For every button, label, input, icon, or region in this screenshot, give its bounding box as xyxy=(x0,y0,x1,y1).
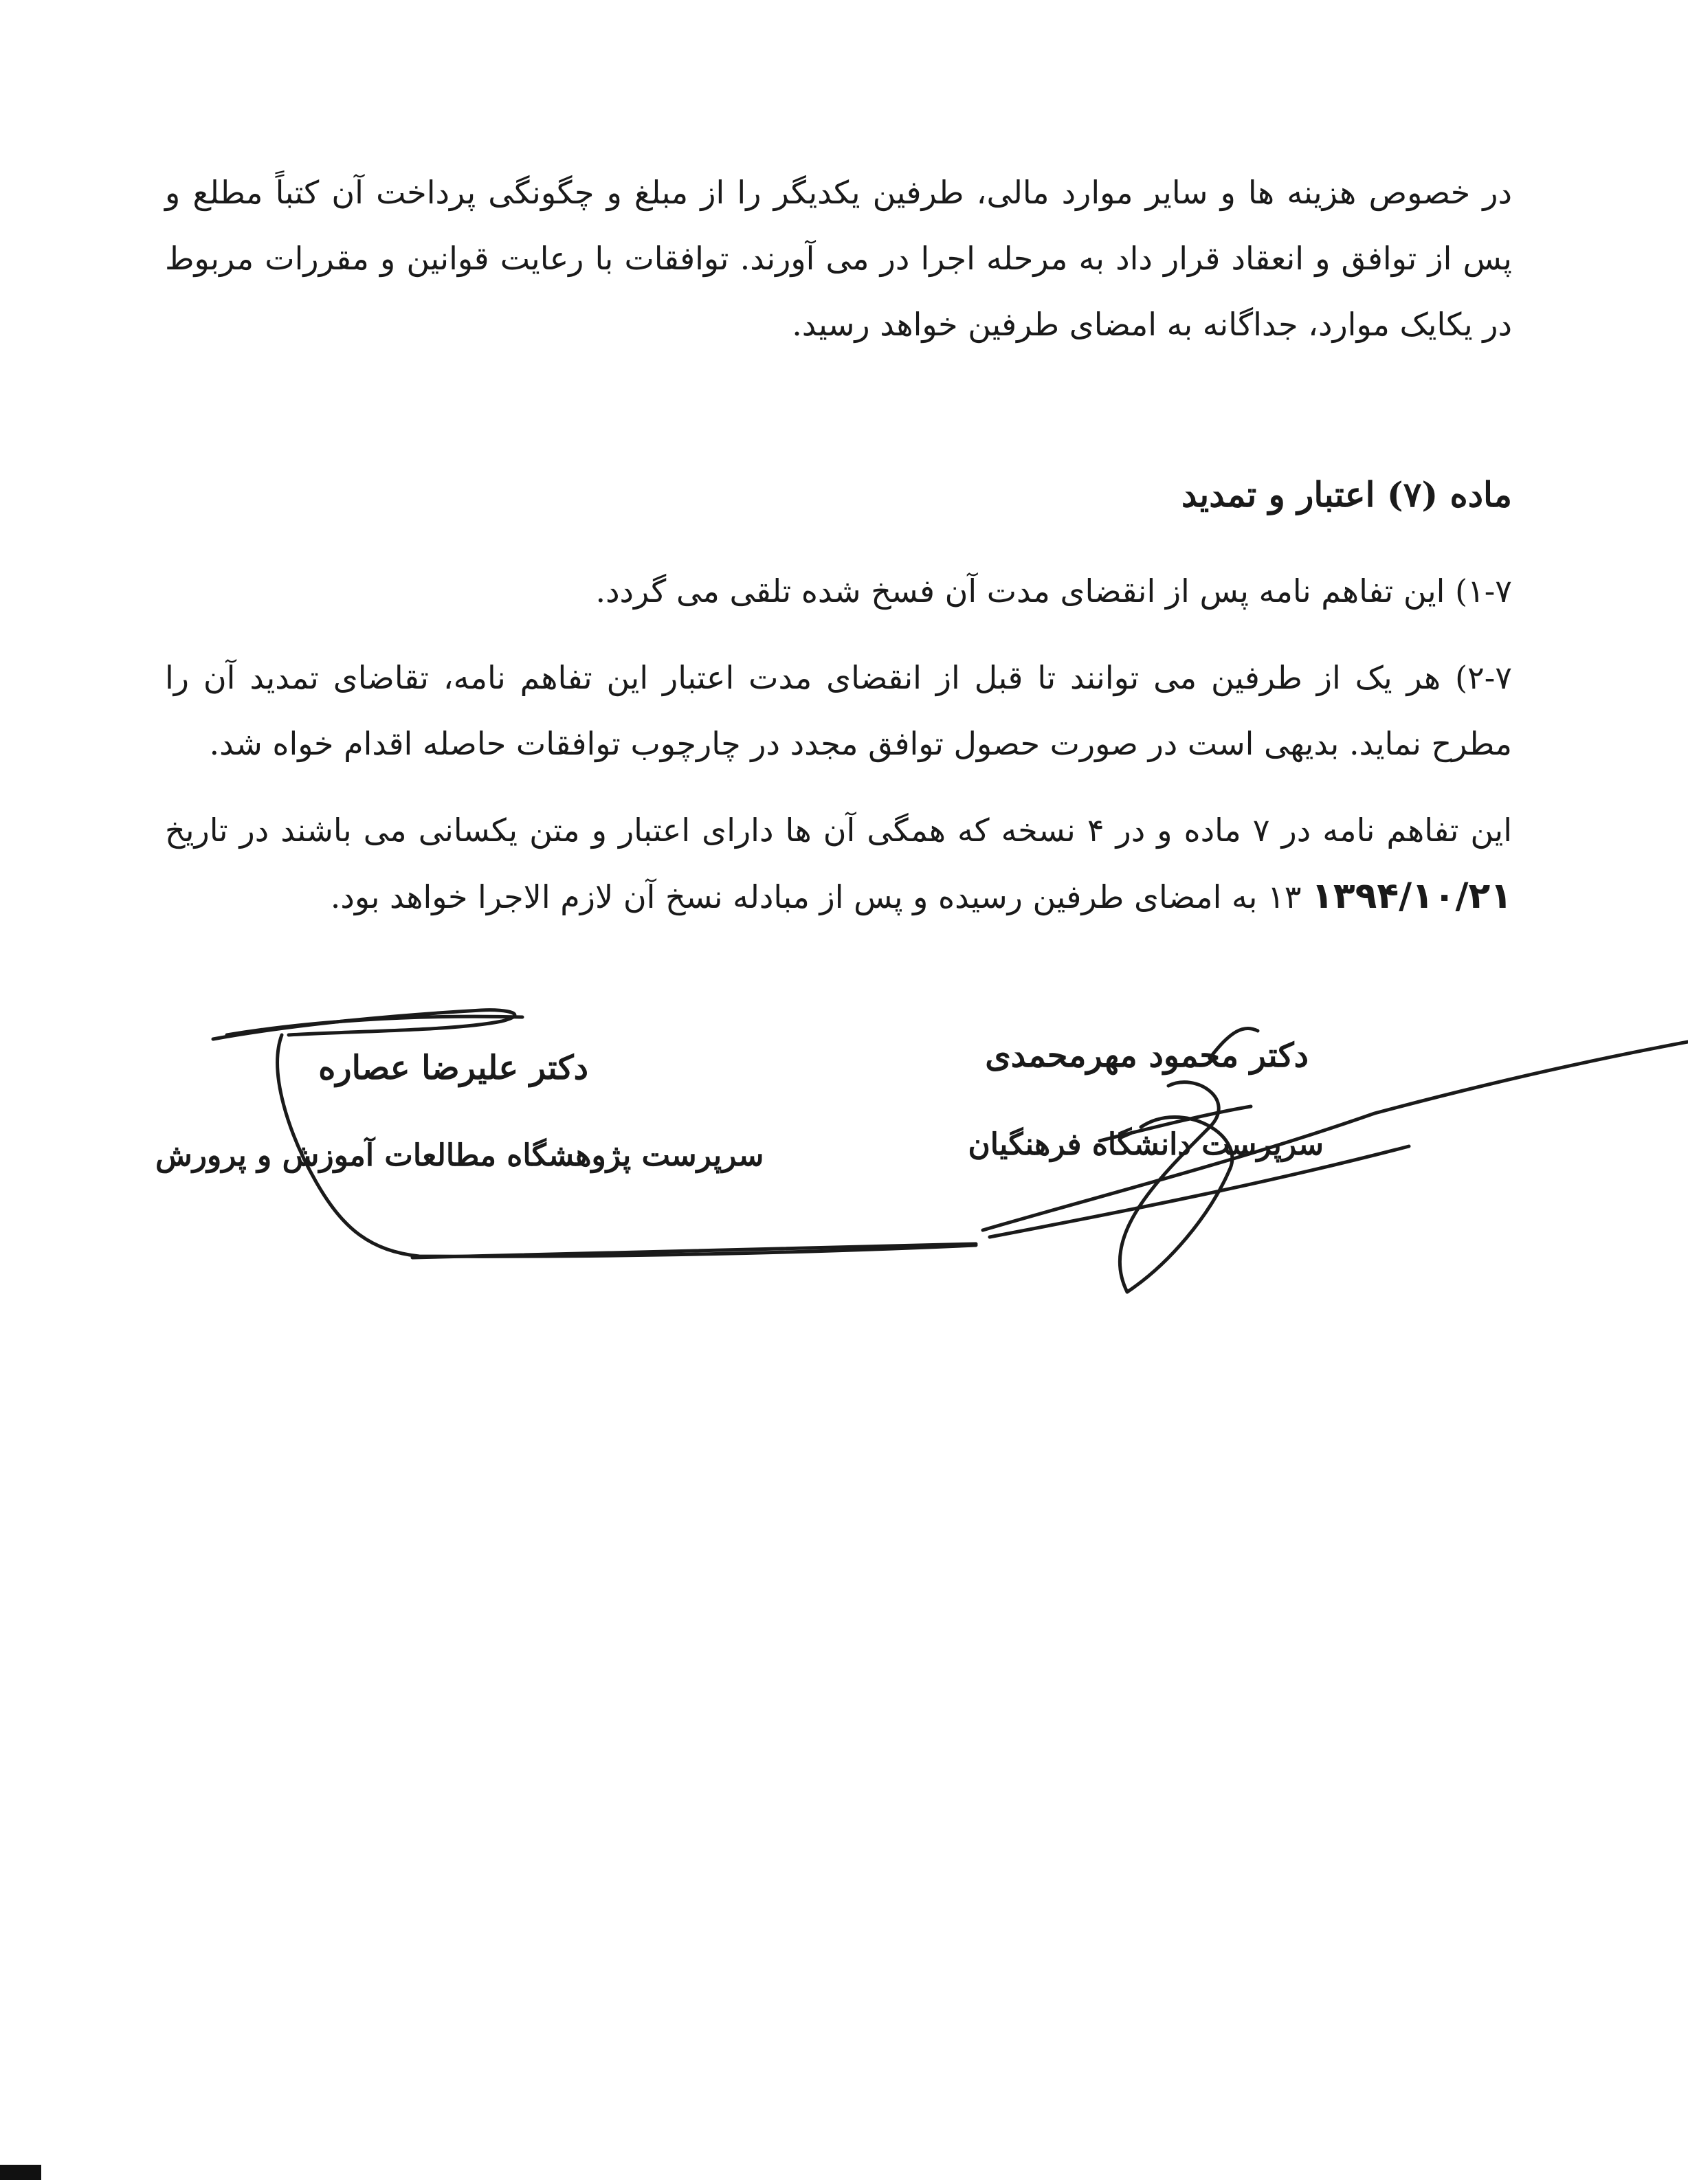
left-signatory-title: سرپرست پژوهشگاه مطالعات آموزش و پرورش xyxy=(155,1138,764,1173)
handwritten-date: ۱۳۹۴/۱۰/۲۱ xyxy=(1311,876,1512,917)
article-7-heading: ماده (۷) اعتبار و تمدید xyxy=(1181,474,1512,515)
closing-paragraph xyxy=(165,797,1512,930)
left-signatory-name: دکتر علیرضا عصاره xyxy=(318,1049,588,1087)
closing-text-before-date: این تفاهم نامه در ۷ ماده و در ۴ نسخه که همگی آن ها دارای اعتبار و متن یکسانی می باشند در تاریخ xyxy=(165,812,1513,849)
left-signature-icon xyxy=(213,1010,976,1258)
right-signatory-title: سرپرست دانشگاه فرهنگیان xyxy=(968,1127,1324,1162)
right-signatory-name: دکتر محمود مهرمحمدی xyxy=(985,1036,1309,1075)
article-7-clause-2: ۲-۷) هر یک از طرفین می توانند تا قبل از انقضای مدت اعتبار این تفاهم نامه، تقاضای تمدید آن را مطرح نماید. بدیهی است در صورت حصول توافق مجدد در چارچوب توافقات حاصله اقدام خواه شد. xyxy=(165,659,1512,762)
intro-paragraph: در خصوص هزینه ها و سایر موارد مالی، طرفین یکدیگر را از مبلغ و چگونگی پرداخت آن کتباً مطلع و پس از توافق و انعقاد قرار داد به مرحله اجرا در می آورند. توافقات با رعایت قوانین و مقررات مربوط در یکایک موارد، جداگانه به امضای طرفین خواهد رسید. xyxy=(165,174,1512,343)
article-7-clause-1: ۱-۷) این تفاهم نامه پس از انقضای مدت آن فسخ شده تلقی می گردد. xyxy=(595,572,1512,610)
scanner-watermark xyxy=(0,2165,41,2180)
closing-text-after-date: ۱۳ به امضای طرفین رسیده و پس از مبادله نسخ آن لازم الاجرا خواهد بود. xyxy=(330,878,1302,915)
